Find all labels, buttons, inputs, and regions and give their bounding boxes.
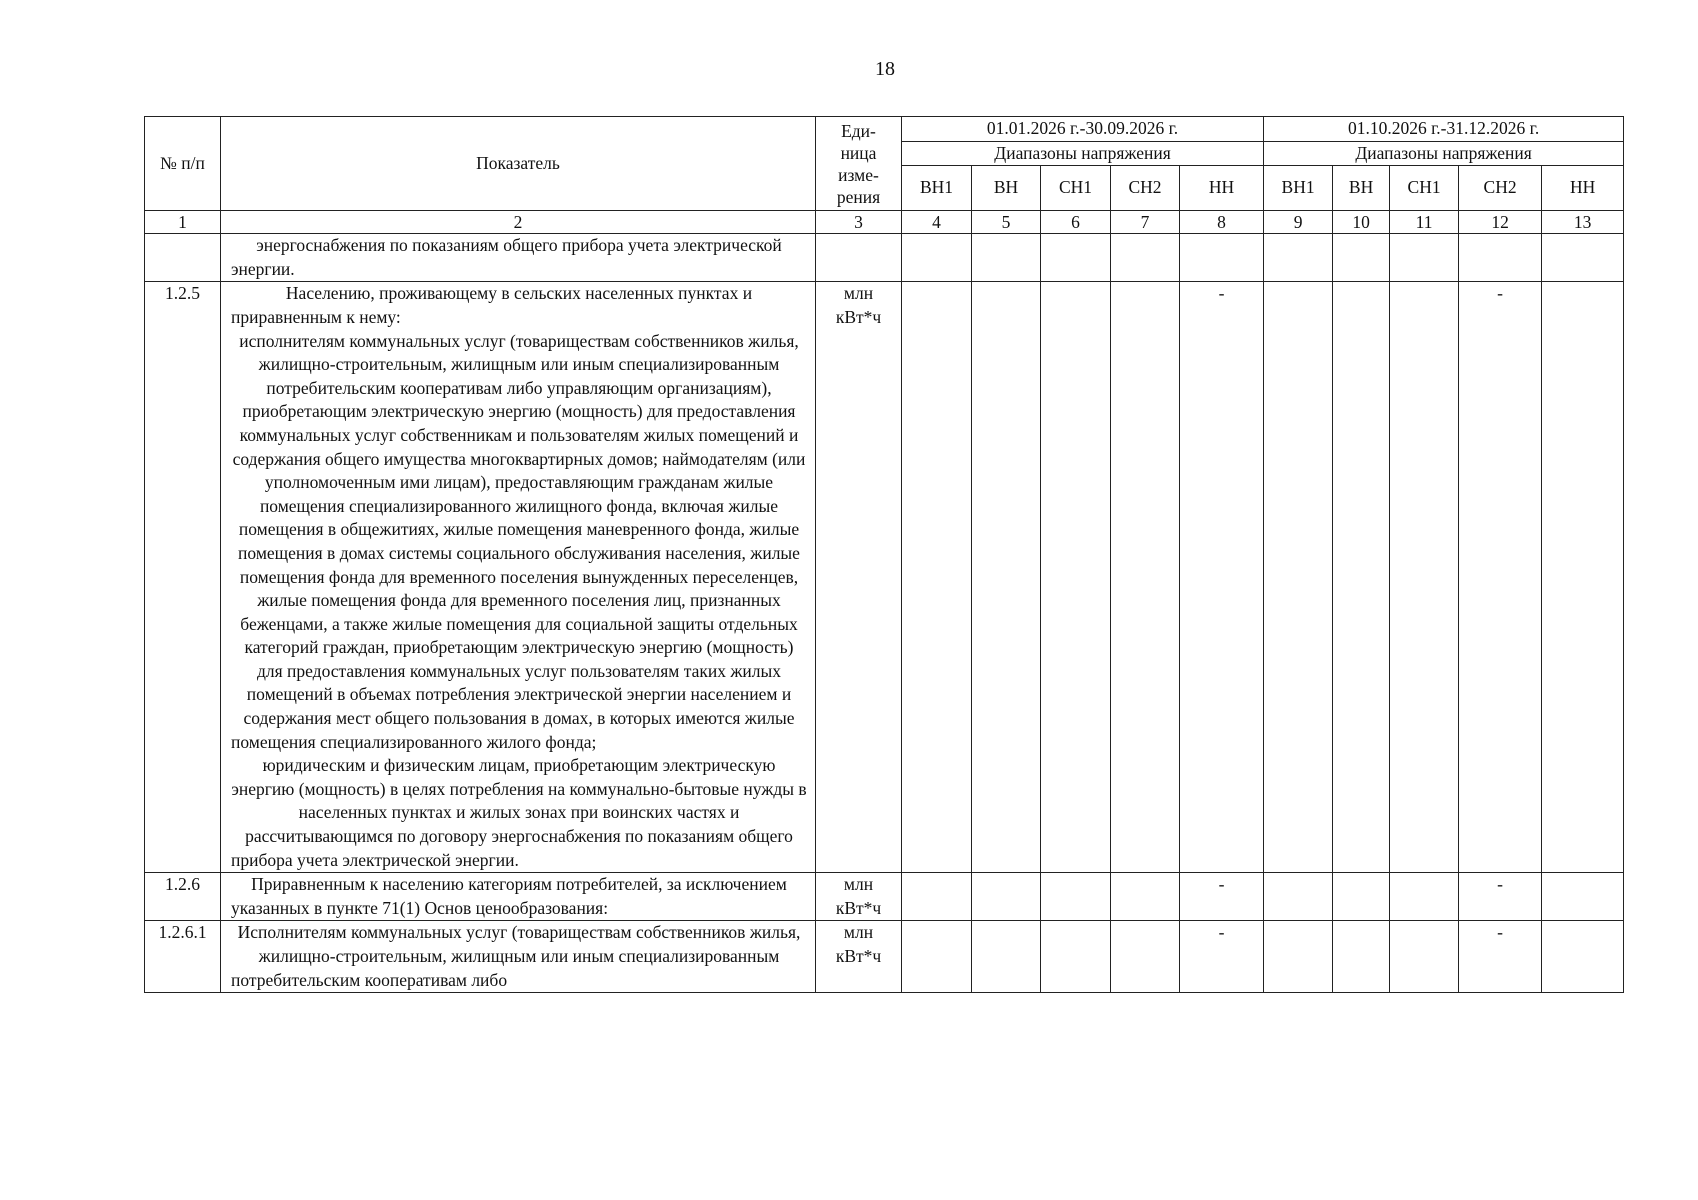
value-cell: - [1459, 282, 1542, 873]
column-index: 7 [1111, 211, 1180, 234]
table-body [145, 234, 1624, 993]
header-voltage: СН1 [1041, 166, 1111, 211]
value-cell [1333, 234, 1390, 282]
row-indicator [221, 873, 816, 921]
indicator-paragraph: Приравненным к населению категориям потребителей, за исключением указанных в пункте 71(1) Основ ценообразования: [231, 874, 787, 918]
value-cell [1111, 921, 1180, 993]
header-period-2: 01.10.2026 г.-31.12.2026 г. [1264, 117, 1624, 142]
value-cell [1264, 921, 1333, 993]
header-voltage: НН [1180, 166, 1264, 211]
value-cell [1111, 234, 1180, 282]
value-cell [1264, 873, 1333, 921]
value-cell [1111, 282, 1180, 873]
column-index: 3 [816, 211, 902, 234]
row-indicator [221, 921, 816, 993]
value-cell [1041, 234, 1111, 282]
header-voltage: СН2 [1459, 166, 1542, 211]
column-index-row [145, 211, 1624, 234]
value-cell [902, 282, 972, 873]
value-cell [1041, 282, 1111, 873]
indicator-paragraph: Исполнителям коммунальных услуг (товариществам собственников жилья, жилищно-строительным, жилищным или иным специализированным потребительским кооперативам либо [231, 922, 801, 990]
row-number: 1.2.5 [145, 282, 221, 873]
header-voltage: СН2 [1111, 166, 1180, 211]
column-index: 10 [1333, 211, 1390, 234]
table-row [145, 282, 1624, 873]
value-cell [1333, 921, 1390, 993]
header-row-periods [145, 117, 1624, 142]
column-index: 4 [902, 211, 972, 234]
value-cell [1542, 921, 1624, 993]
header-voltage: ВН1 [1264, 166, 1333, 211]
value-cell [1390, 282, 1459, 873]
row-unit: млн кВт*ч [816, 921, 902, 993]
column-index: 13 [1542, 211, 1624, 234]
row-unit [816, 234, 902, 282]
row-indicator [221, 234, 816, 282]
value-cell [1111, 873, 1180, 921]
header-voltage: НН [1542, 166, 1624, 211]
value-cell [1542, 282, 1624, 873]
value-cell [1333, 282, 1390, 873]
value-cell [1264, 234, 1333, 282]
row-unit: млн кВт*ч [816, 282, 902, 873]
column-index: 2 [221, 211, 816, 234]
value-cell [1542, 234, 1624, 282]
value-cell [902, 921, 972, 993]
row-indicator [221, 282, 816, 873]
row-number [145, 234, 221, 282]
value-cell [972, 873, 1041, 921]
value-cell [972, 921, 1041, 993]
value-cell [1542, 873, 1624, 921]
value-cell [902, 234, 972, 282]
value-cell [902, 873, 972, 921]
column-index: 9 [1264, 211, 1333, 234]
header-ranges-2: Диапазоны напряжения [1264, 141, 1624, 166]
column-index: 5 [972, 211, 1041, 234]
table-row [145, 873, 1624, 921]
value-cell [972, 282, 1041, 873]
value-cell [1264, 282, 1333, 873]
value-cell: - [1459, 921, 1542, 993]
column-index: 8 [1180, 211, 1264, 234]
value-cell [1390, 234, 1459, 282]
column-index: 12 [1459, 211, 1542, 234]
value-cell [1180, 234, 1264, 282]
indicator-paragraph: юридическим и физическим лицам, приобретающим электрическую энергию (мощность) в целях потребления на коммунально-бытовые нужды в населенных пунктах и жилых зонах при воинских частях и рассчитывающимся по договору энергоснабжения по показаниям общего прибора учета электрической энергии. [231, 755, 807, 870]
table-row [145, 921, 1624, 993]
column-index: 11 [1390, 211, 1459, 234]
table-row [145, 234, 1624, 282]
row-unit: млн кВт*ч [816, 873, 902, 921]
header-voltage: ВН1 [902, 166, 972, 211]
row-number: 1.2.6 [145, 873, 221, 921]
header-period-1: 01.01.2026 г.-30.09.2026 г. [902, 117, 1264, 142]
header-unit: Еди- ница изме- рения [816, 117, 902, 211]
value-cell: - [1459, 873, 1542, 921]
value-cell [1459, 234, 1542, 282]
value-cell [972, 234, 1041, 282]
header-voltage: СН1 [1390, 166, 1459, 211]
value-cell [1390, 921, 1459, 993]
value-cell: - [1180, 282, 1264, 873]
header-voltage: ВН [972, 166, 1041, 211]
row-number: 1.2.6.1 [145, 921, 221, 993]
value-cell: - [1180, 921, 1264, 993]
indicator-paragraph: энергоснабжения по показаниям общего прибора учета электрической энергии. [231, 235, 782, 279]
column-index: 1 [145, 211, 221, 234]
value-cell [1041, 873, 1111, 921]
header-indicator: Показатель [221, 117, 816, 211]
data-table [144, 116, 1624, 993]
header-voltage: ВН [1333, 166, 1390, 211]
header-num: № п/п [145, 117, 221, 211]
value-cell [1041, 921, 1111, 993]
indicator-paragraph: исполнителям коммунальных услуг (товариществам собственников жилья, жилищно-строительным, жилищным или иным специализированным потребительским кооперативам либо управляющим организациям), приобретающим электрическую энергию (мощность) для предоставления коммунальных услуг собственникам и пользователям жилых помещений и содержания общего имущества многоквартирных домов; наймодателям (или уполномоченным ими лицам), предоставляющим гражданам жилые помещения специализированного жилищного фонда, включая жилые помещения в общежитиях, жилые помещения маневренного фонда, жилые помещения в домах системы социального обслуживания населения, жилые помещения фонда для временного поселения вынужденных переселенцев, жилые помещения фонда для временного поселения лиц, признанных беженцами, а также жилые помещения для социальной защиты отдельных категорий граждан, приобретающим электрическую энергию (мощность) для предоставления коммунальных услуг пользователям таких жилых помещений в объемах потребления электрической энергии населением и содержания мест общего пользования в домах, в которых имеются жилые помещения специализированного жилого фонда; [231, 330, 806, 752]
indicator-paragraph: Населению, проживающему в сельских населенных пунктах и приравненным к нему: [231, 283, 753, 327]
column-index: 6 [1041, 211, 1111, 234]
value-cell [1333, 873, 1390, 921]
value-cell: - [1180, 873, 1264, 921]
value-cell [1390, 873, 1459, 921]
page-number: 18 [875, 58, 895, 80]
header-ranges-1: Диапазоны напряжения [902, 141, 1264, 166]
